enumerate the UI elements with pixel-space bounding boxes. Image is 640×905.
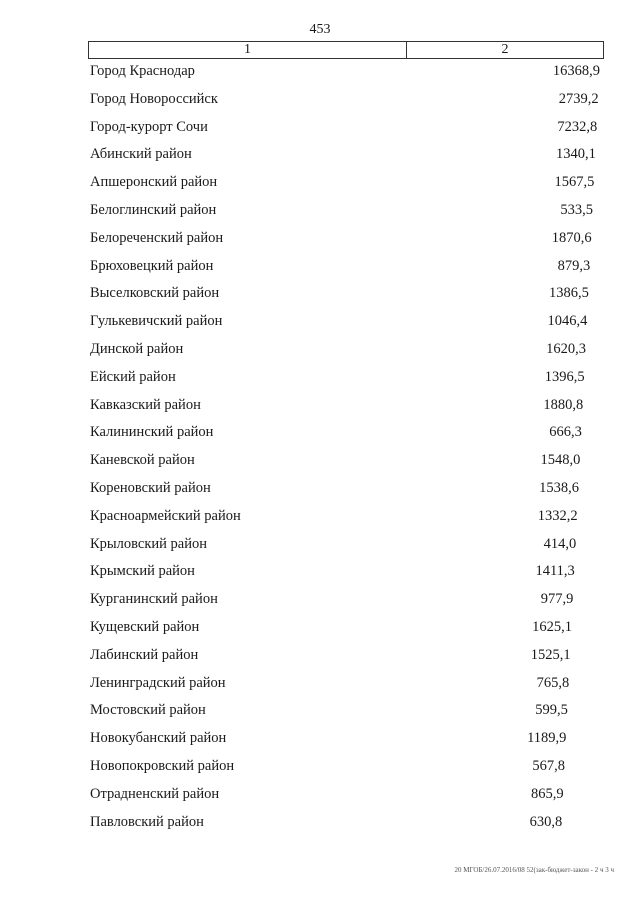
row-name: Белоглинский район xyxy=(90,202,217,218)
row-name: Калининский район xyxy=(90,424,214,441)
row-name: Лабинский район xyxy=(90,646,199,663)
row-name: Апшеронский район xyxy=(90,174,218,191)
row-name: Курганинский район xyxy=(90,591,218,608)
row-value: 2739,2 xyxy=(558,90,599,107)
row-value: 1548,0 xyxy=(540,452,581,469)
page-number: 453 xyxy=(309,22,331,37)
table-row xyxy=(0,61,640,83)
row-value: 1189,9 xyxy=(527,730,567,747)
row-name: Абинский район xyxy=(90,146,192,163)
table-row xyxy=(0,367,640,389)
table-row xyxy=(0,422,640,444)
row-name: Новопокровский район xyxy=(90,758,235,774)
row-value: 1620,3 xyxy=(546,341,586,357)
table-row xyxy=(0,645,640,667)
table-row xyxy=(0,617,640,639)
table-row xyxy=(0,784,640,806)
row-name: Ленинградский район xyxy=(90,674,226,691)
row-name: Брюховецкий район xyxy=(90,257,214,274)
row-value: 1880,8 xyxy=(543,396,584,413)
table-row xyxy=(0,812,640,834)
row-value: 1332,2 xyxy=(537,507,578,524)
row-value: 567,8 xyxy=(532,758,565,774)
row-value: 1625,1 xyxy=(532,619,572,635)
row-value: 1567,5 xyxy=(554,174,595,191)
row-value: 1525,1 xyxy=(530,646,571,663)
row-value: 1046,4 xyxy=(547,313,588,330)
table-row xyxy=(0,700,640,722)
table-row xyxy=(0,561,640,583)
row-name: Мостовский район xyxy=(90,702,206,719)
row-value: 630,8 xyxy=(529,813,563,830)
row-value: 1538,6 xyxy=(539,480,579,496)
table-row xyxy=(0,256,640,278)
row-value: 666,3 xyxy=(549,424,582,441)
row-name: Кущевский район xyxy=(90,619,200,635)
row-name: Динской район xyxy=(90,341,184,357)
row-value: 414,0 xyxy=(543,535,577,552)
row-value: 599,5 xyxy=(535,702,568,719)
table-row xyxy=(0,311,640,333)
table-row xyxy=(0,395,640,417)
table-row xyxy=(0,228,640,250)
table-row xyxy=(0,144,640,166)
row-name: Новокубанский район xyxy=(90,730,227,747)
row-name: Крымский район xyxy=(90,563,195,580)
row-value: 1870,6 xyxy=(551,229,592,246)
row-value: 1396,5 xyxy=(544,368,585,385)
table-row xyxy=(0,339,640,361)
row-value: 1411,3 xyxy=(535,563,575,580)
row-name: Ейский район xyxy=(90,368,176,385)
table-row xyxy=(0,589,640,611)
row-value: 1340,1 xyxy=(555,146,596,163)
row-name: Кавказский район xyxy=(90,396,201,413)
row-name: Город-курорт Сочи xyxy=(90,118,208,135)
table-row xyxy=(0,478,640,500)
table-row xyxy=(0,756,640,778)
table-row xyxy=(0,117,640,139)
row-name: Кореновский район xyxy=(90,480,211,496)
row-value: 1386,5 xyxy=(548,285,589,302)
table-header-col2: 2 xyxy=(501,42,509,57)
row-name: Павловский район xyxy=(90,813,204,830)
table-row xyxy=(0,283,640,305)
row-name: Крыловский район xyxy=(90,535,207,552)
table-row xyxy=(0,172,640,194)
row-name: Гулькевичский район xyxy=(90,313,223,330)
table-row xyxy=(0,89,640,111)
table-row xyxy=(0,728,640,750)
footer-stamp: 20 МГОБ/26.07.2016/08 52(зак-бюджет-закон - 2 ч 3 ч xyxy=(454,866,614,874)
row-name: Выселковский район xyxy=(90,285,220,302)
table-row xyxy=(0,673,640,695)
row-name: Каневской район xyxy=(90,452,195,469)
table-row xyxy=(0,200,640,222)
row-value: 765,8 xyxy=(536,674,570,691)
table-row xyxy=(0,450,640,472)
table-row xyxy=(0,506,640,528)
row-value: 879,3 xyxy=(557,257,591,274)
table-row xyxy=(0,534,640,556)
row-name: Белореченский район xyxy=(90,229,224,246)
row-name: Отрадненский район xyxy=(90,785,220,802)
row-name: Город Краснодар xyxy=(90,63,195,79)
table-header-col1: 1 xyxy=(89,42,407,58)
row-value: 7232,8 xyxy=(557,118,598,135)
row-name: Город Новороссийск xyxy=(90,90,218,107)
row-value: 533,5 xyxy=(560,202,593,218)
row-value: 977,9 xyxy=(540,591,574,608)
row-value: 865,9 xyxy=(530,785,564,802)
row-name: Красноармейский район xyxy=(90,507,241,524)
row-value: 16368,9 xyxy=(552,63,600,79)
